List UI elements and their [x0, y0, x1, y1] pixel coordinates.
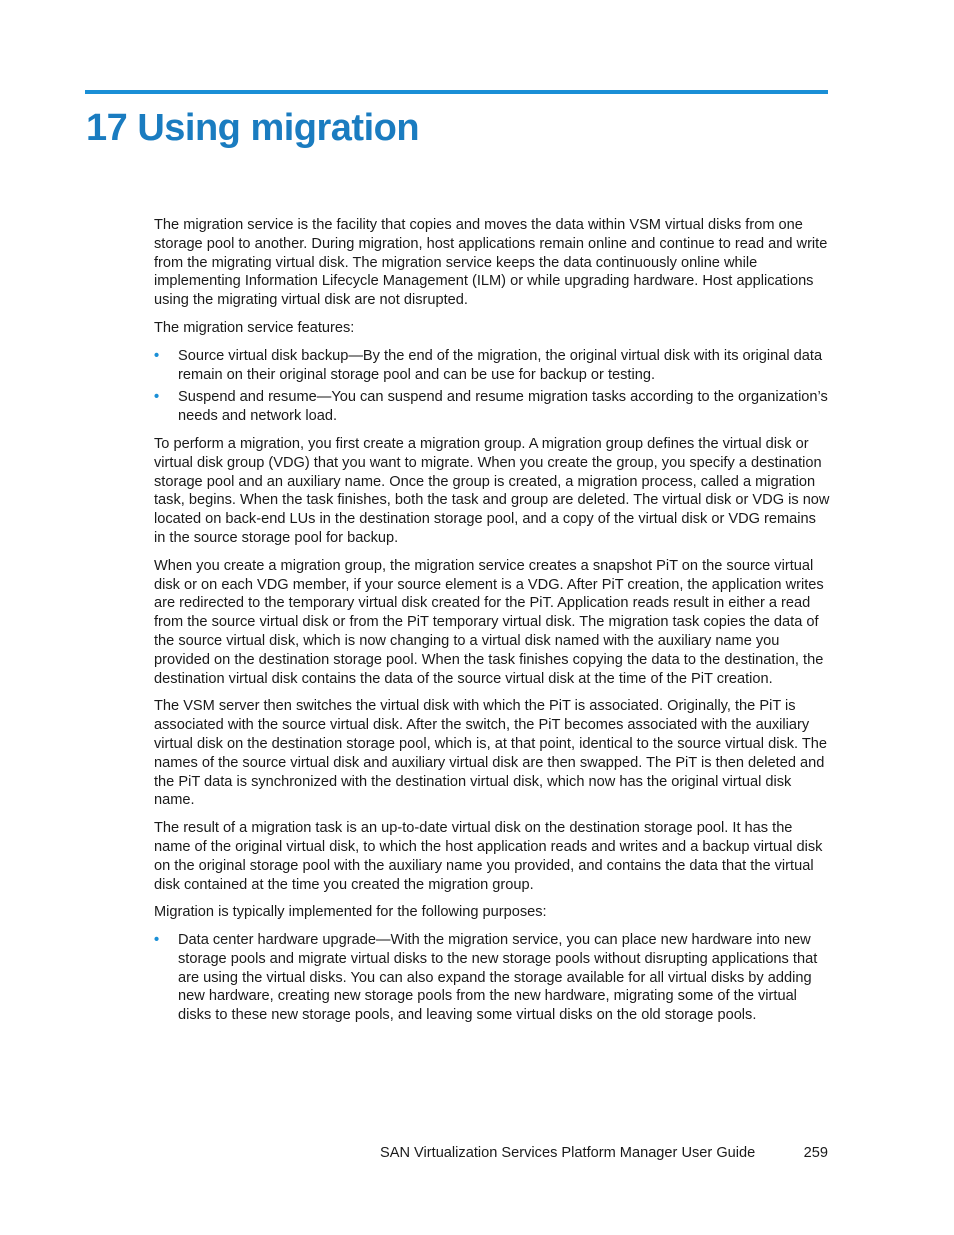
purposes-intro: Migration is typically implemented for the following purposes: — [154, 904, 547, 921]
result-paragraph: The result of a migration task is an up-to-date virtual disk on the destination storage pool. It has the name of the original virtual disk, to which the host application reads and writes and a backup virtual disk on the original storage pool with the auxiliary name you provided, and contains the data that the virtual disk contained at the time you created the migration group. — [154, 820, 823, 893]
switch-paragraph: The VSM server then switches the virtual disk with which the PiT is associated. Originally, the PiT is associated with the source virtual disk. After the switch, the PiT becomes associated with the auxiliary virtual disk on the destination storage pool, which is, at that point, identical to the source virtual disk. The names of the source virtual disk and auxiliary virtual disk are then swapped. The PiT is then deleted and the PiT data is synchronized with the destination virtual disk, which now has the original virtual disk name. — [154, 698, 828, 809]
bullet-icon: • — [154, 347, 160, 364]
list-item — [154, 347, 830, 385]
list-item-text: Suspend and resume—You can suspend and resume migration tasks according to the organization’s needs and network load. — [178, 389, 828, 425]
purposes-list — [154, 931, 830, 1025]
features-list — [154, 347, 830, 426]
features-intro: The migration service features: — [154, 319, 355, 336]
perform-paragraph: To perform a migration, you first create a migration group. A migration group defines the virtual disk or virtual disk group (VDG) that you want to migrate. When you create the group, you specify a destination storage pool and an auxiliary name. Once the group is created, a migration process, called a migration task, begins. When the task finishes, both the task and group are deleted. The virtual disk or VDG is now located on back-end LUs in the destination storage pool, and a copy of the virtual disk or VDG remains in the source storage pool for backup. — [154, 435, 830, 546]
list-item-text: Source virtual disk backup—By the end of the migration, the original virtual disk with its original data remain on their original storage pool and can be use for backup or testing. — [178, 347, 823, 383]
list-item — [154, 388, 830, 426]
page-number: 259 — [803, 1145, 828, 1161]
list-item-text: Data center hardware upgrade—With the migration service, you can place new hardware into new storage pools and migrate virtual disks to the new storage pools without disrupting applications that are using the virtual disks. You can also expand the storage available for all virtual disks by adding new hardware, creating new storage pools from the new hardware, migrating some of the virtual disks to these new storage pools, and leaving some virtual disks on the old storage pools. — [178, 932, 818, 1024]
list-item — [154, 931, 830, 1025]
create-paragraph: When you create a migration group, the migration service creates a snapshot PiT on the source virtual disk or on each VDG member, if your source element is a VDG. After PiT creation, the application writes are redirected to the temporary virtual disk created for the PiT. Application reads result in either a read from the source virtual disk or from the PiT temporary virtual disk. The migration task copies the data of the source virtual disk, which is now changing to a virtual disk named with the auxiliary name you provided on the destination storage pool. When the task finishes copying the data to the destination, the destination virtual disk contains the data of the source virtual disk at the time of the PiT creation. — [154, 557, 824, 687]
intro-paragraph: The migration service is the facility that copies and moves the data within VSM virtual disks from one storage pool to another. During migration, host applications remain online and continue to read and write from the migrating virtual disk. The migration service keeps the data continuously online while implementing Information Lifecycle Management (ILM) or while upgrading hardware. Host applications using the migrating virtual disk are not disrupted. — [154, 217, 828, 309]
bullet-icon: • — [154, 389, 160, 406]
footer-guide-title: SAN Virtualization Services Platform Manager User Guide — [380, 1145, 756, 1161]
chapter-title: 17 Using migration — [86, 107, 420, 149]
body-text — [154, 216, 830, 1034]
chapter-rule — [85, 90, 828, 94]
bullet-icon: • — [154, 932, 160, 949]
